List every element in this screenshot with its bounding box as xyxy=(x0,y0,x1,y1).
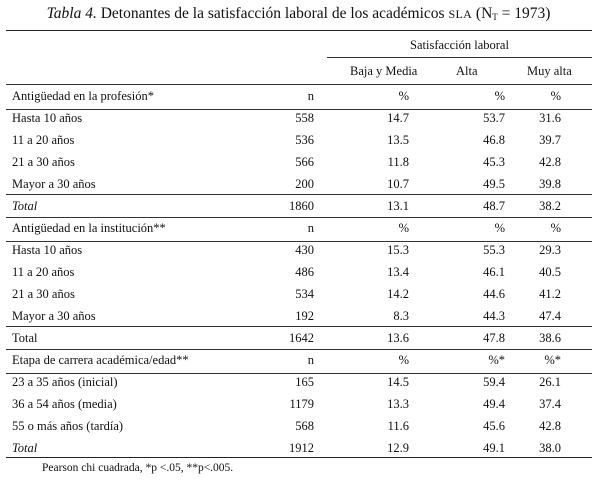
unit-header: % xyxy=(398,353,409,367)
cell-n: 200 xyxy=(295,177,314,191)
cell-n: 1860 xyxy=(289,199,314,213)
unit-header: % xyxy=(398,89,409,103)
row-label: Hasta 10 años xyxy=(12,111,83,125)
cell-baja-media: 10.7 xyxy=(387,177,409,191)
cell-n: 1642 xyxy=(289,331,314,345)
section-header-rule xyxy=(6,109,592,110)
top-rule xyxy=(6,30,592,31)
cell-alta: 55.3 xyxy=(483,243,505,257)
unit-header: % xyxy=(494,221,505,235)
cell-baja-media: 15.3 xyxy=(387,243,409,257)
cell-muy-alta: 42.8 xyxy=(539,419,561,433)
total-row-label: Total xyxy=(12,441,38,455)
row-label: Mayor a 30 años xyxy=(12,177,96,191)
cell-muy-alta: 39.8 xyxy=(539,177,561,191)
cell-baja-media: 11.8 xyxy=(387,155,409,169)
cell-n: 192 xyxy=(295,309,314,323)
unit-header: %* xyxy=(488,353,505,367)
header-group-rule xyxy=(327,57,592,58)
cell-baja-media: 14.7 xyxy=(387,111,409,125)
row-label: 21 a 30 años xyxy=(12,287,75,301)
cell-n: 1912 xyxy=(289,441,314,455)
cell-n: 486 xyxy=(295,265,314,279)
cell-n: 430 xyxy=(295,243,314,257)
cell-muy-alta: 41.2 xyxy=(539,287,561,301)
unit-header: % xyxy=(494,89,505,103)
cell-baja-media: 11.6 xyxy=(387,419,409,433)
cell-alta: 45.3 xyxy=(483,155,505,169)
cell-baja-media: 13.4 xyxy=(387,265,409,279)
cell-muy-alta: 37.4 xyxy=(539,397,561,411)
row-label: 23 a 35 años (inicial) xyxy=(12,375,118,389)
cell-muy-alta: 47.4 xyxy=(539,309,561,323)
cell-baja-media: 13.3 xyxy=(387,397,409,411)
section-label: Antigüedad en la profesión* xyxy=(12,89,154,103)
section-rule xyxy=(6,217,592,218)
cell-baja-media: 13.5 xyxy=(387,133,409,147)
cell-baja-media: 14.2 xyxy=(387,287,409,301)
total-rule xyxy=(6,326,592,327)
row-label: Mayor a 30 años xyxy=(12,309,96,323)
section-rule xyxy=(6,84,592,85)
cell-muy-alta: 38.2 xyxy=(539,199,561,213)
total-rule xyxy=(6,194,592,195)
cell-baja-media: 8.3 xyxy=(393,309,409,323)
unit-header: n xyxy=(307,353,314,367)
table-number: Tabla 4. xyxy=(46,5,97,22)
column-header-alta: Alta xyxy=(456,64,478,78)
cell-alta: 48.7 xyxy=(483,199,505,213)
cell-n: 165 xyxy=(295,375,314,389)
section-header-rule xyxy=(6,241,592,242)
cell-n: 558 xyxy=(295,111,314,125)
row-label: 55 o más años (tardía) xyxy=(12,419,124,433)
cell-baja-media: 14.5 xyxy=(387,375,409,389)
cell-n: 568 xyxy=(295,419,314,433)
cell-alta: 45.6 xyxy=(483,419,505,433)
row-label: 21 a 30 años xyxy=(12,155,75,169)
cell-n: 1179 xyxy=(289,397,314,411)
unit-header: % xyxy=(550,221,561,235)
section-label: Etapa de carrera académica/edad** xyxy=(12,353,189,367)
cell-muy-alta: 29.3 xyxy=(539,243,561,257)
row-label: 11 a 20 años xyxy=(12,265,75,279)
column-header-baja-media: Baja y Media xyxy=(350,64,418,78)
unit-header: % xyxy=(550,89,561,103)
row-label: Hasta 10 años xyxy=(12,243,83,257)
table-title xyxy=(0,5,597,23)
cell-alta: 44.6 xyxy=(483,287,505,301)
cell-alta: 46.1 xyxy=(483,265,505,279)
cell-n: 534 xyxy=(295,287,314,301)
cell-muy-alta: 38.6 xyxy=(539,331,561,345)
cell-baja-media: 12.9 xyxy=(387,441,409,455)
total-row-label: Total xyxy=(12,199,38,213)
cell-n: 536 xyxy=(295,133,314,147)
cell-muy-alta: 40.5 xyxy=(539,265,561,279)
section-header-rule xyxy=(6,373,592,374)
cell-alta: 59.4 xyxy=(483,375,505,389)
cell-alta: 47.8 xyxy=(483,331,505,345)
cell-alta: 49.1 xyxy=(483,441,505,455)
sample-size-open: (N xyxy=(472,5,493,22)
section-rule xyxy=(6,349,592,350)
cell-baja-media: 13.1 xyxy=(387,199,409,213)
sample-size-close: = 1973) xyxy=(497,5,551,22)
cell-alta: 44.3 xyxy=(483,309,505,323)
cell-muy-alta: 39.7 xyxy=(539,133,561,147)
section-label: Antigüedad en la institución** xyxy=(12,221,166,235)
table-footnote: Pearson chi cuadrada, *p <.05, **p<.005. xyxy=(42,462,234,474)
cell-alta: 49.4 xyxy=(483,397,505,411)
row-label: 11 a 20 años xyxy=(12,133,75,147)
title-text: Detonantes de la satisfacción laboral de los académicos xyxy=(96,5,449,22)
cell-alta: 46.8 xyxy=(483,133,505,147)
title-abbreviation: SLA xyxy=(448,7,473,21)
unit-header: % xyxy=(398,221,409,235)
unit-header: n xyxy=(307,221,314,235)
cell-muy-alta: 38.0 xyxy=(539,441,561,455)
unit-header: %* xyxy=(544,353,561,367)
row-label: 36 a 54 años (media) xyxy=(12,397,117,411)
unit-header: n xyxy=(307,89,314,103)
total-row-label: Total xyxy=(12,331,38,345)
bottom-rule xyxy=(6,457,592,458)
cell-baja-media: 13.6 xyxy=(387,331,409,345)
cell-alta: 53.7 xyxy=(483,111,505,125)
cell-muy-alta: 31.6 xyxy=(539,111,561,125)
sample-size-subscript: T xyxy=(492,12,498,22)
column-header-muy-alta: Muy alta xyxy=(527,64,572,78)
cell-n: 566 xyxy=(295,155,314,169)
header-group-label: Satisfacción laboral xyxy=(410,38,509,52)
cell-muy-alta: 26.1 xyxy=(539,375,561,389)
cell-alta: 49.5 xyxy=(483,177,505,191)
cell-muy-alta: 42.8 xyxy=(539,155,561,169)
